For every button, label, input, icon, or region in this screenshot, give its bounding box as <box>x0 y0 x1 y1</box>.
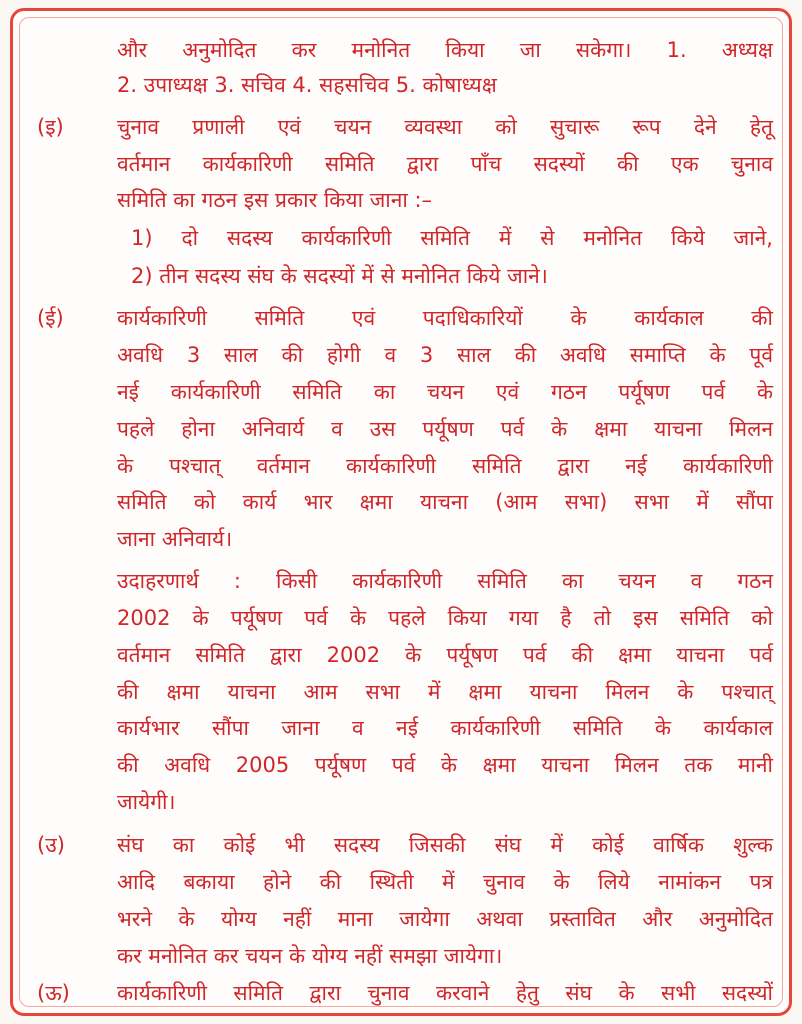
clause-label-u: (उ) <box>37 833 65 857</box>
text-line: वर्तमान कार्यकारिणी समिति द्वारा पाँच सदस्यों की एक चुनाव <box>117 152 773 176</box>
text-line: कार्यकारिणी समिति द्वारा चुनाव करवाने हेतु संघ के सभी सदस्यों <box>117 981 773 1005</box>
text-line: और अनुमोदित कर मनोनित किया जा सकेगा। 1. अध्यक्ष <box>117 38 773 62</box>
text-line: समिति को कार्य भार क्षमा याचना (आम सभा) सभा में सौंपा <box>117 490 773 514</box>
text-line: कार्यभार सौंपा जाना व नई कार्यकारिणी समिति के कार्यकाल <box>117 716 773 740</box>
text-line: उदाहरणार्थ : किसी कार्यकारिणी समिति का चयन व गठन <box>117 569 773 593</box>
clause-label-uu: (ऊ) <box>37 981 70 1005</box>
text-line: की अवधि 2005 पर्यूषण पर्व के क्षमा याचना मिलन तक मानी <box>117 753 773 777</box>
text-line: पहले होना अनिवार्य व उस पर्यूषण पर्व के क्षमा याचना मिलन <box>117 417 773 441</box>
text-line: की क्षमा याचना आम सभा में क्षमा याचना मिलन के पश्चात् <box>117 680 773 704</box>
text-line: कर मनोनित कर चयन के योग्य नहीं समझा जायेगा। <box>117 944 503 968</box>
text-line: जायेगी। <box>117 790 176 814</box>
text-line: के पश्चात् वर्तमान कार्यकारिणी समिति द्वारा नई कार्यकारिणी <box>117 454 773 478</box>
list-item: 2) तीन सदस्य संघ के सदस्यों में से मनोनित किये जाने। <box>131 264 548 288</box>
text-line: आदि बकाया होने की स्थिती में चुनाव के लिये नामांकन पत्र <box>117 870 773 894</box>
list-item: 1) दो सदस्य कार्यकारिणी समिति में से मनोनित किये जाने, <box>131 226 773 250</box>
text-line: नई कार्यकारिणी समिति का चयन एवं गठन पर्यूषण पर्व के <box>117 380 773 404</box>
text-line: वर्तमान समिति द्वारा 2002 के पर्यूषण पर्व की क्षमा याचना पर्व <box>117 643 773 667</box>
clause-label-i: (इ) <box>37 115 64 139</box>
text-line: 2. उपाध्यक्ष 3. सचिव 4. सहसचिव 5. कोषाध्यक्ष <box>117 73 497 97</box>
page-border <box>10 8 792 1016</box>
text-line: संघ का कोई भी सदस्य जिसकी संघ में कोई वार्षिक शुल्क <box>117 833 773 857</box>
text-line: चुनाव प्रणाली एवं चयन व्यवस्था को सुचारू रूप देने हेतू <box>117 115 773 139</box>
text-line: जाना अनिवार्य। <box>117 527 233 551</box>
text-line: अवधि 3 साल की होगी व 3 साल की अवधि समाप्ति के पूर्व <box>117 343 773 367</box>
clause-label-ii: (ई) <box>37 306 64 330</box>
text-line: 2002 के पर्यूषण पर्व के पहले किया गया है तो इस समिति को <box>117 606 773 630</box>
text-line: भरने के योग्य नहीं माना जायेगा अथवा प्रस्तावित और अनुमोदित <box>117 907 773 931</box>
text-line: समिति का गठन इस प्रकार किया जाना :– <box>117 188 433 212</box>
text-line: कार्यकारिणी समिति एवं पदाधिकारियों के कार्यकाल की <box>117 306 773 330</box>
